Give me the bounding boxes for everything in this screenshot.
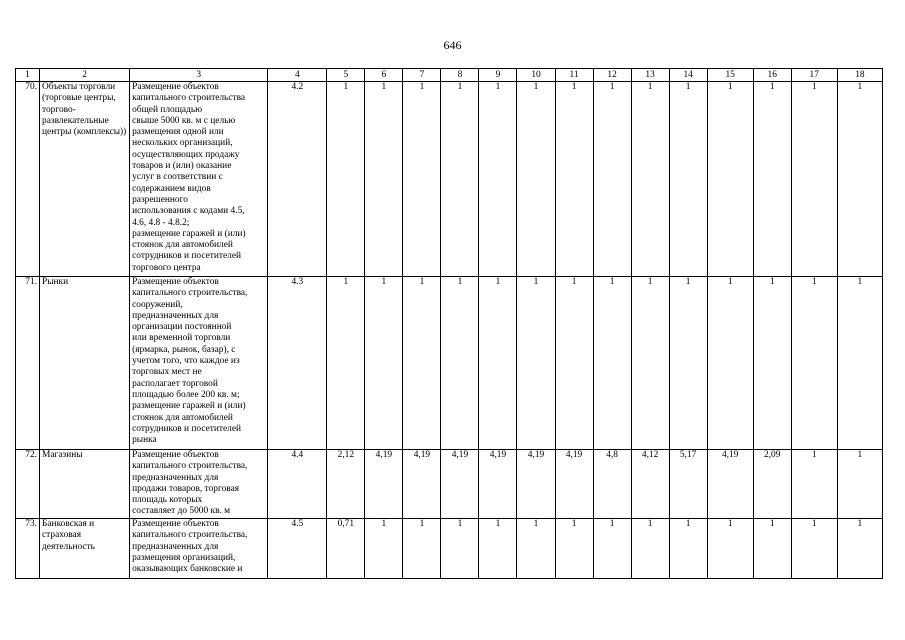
page-number: 646 — [443, 38, 462, 52]
coefficient-cell: 1 — [479, 519, 517, 579]
coefficient-cell: 1 — [837, 277, 882, 450]
coefficient-cell: 1 — [441, 519, 479, 579]
coefficient-cell: 1 — [631, 82, 669, 277]
coefficient-cell: 1 — [403, 519, 441, 579]
coefficient-cell: 1 — [441, 82, 479, 277]
coefficient-cell: 1 — [327, 82, 365, 277]
column-header: 1 — [16, 69, 40, 82]
object-description: Размещение объектов капитального строительства, сооружений, предназначенных для организации постоянной или временной торговли (ярмарка, рынок, базар), с учетом того, что каждое из торговых мест не располагает торговой площадью более 200 кв. м; размещение гаражей и (или) стоянок для автомобилей сотрудников и посетителей рынка — [130, 277, 268, 450]
coefficient-cell: 1 — [593, 82, 631, 277]
column-header: 6 — [365, 69, 403, 82]
coefficient-cell: 4,19 — [555, 450, 593, 519]
coefficient-cell: 1 — [753, 82, 791, 277]
coefficient-cell: 1 — [593, 519, 631, 579]
header-row — [16, 69, 883, 82]
column-header: 16 — [753, 69, 791, 82]
column-header: 15 — [707, 69, 753, 82]
land-use-table — [15, 68, 883, 579]
coefficient-cell: 1 — [593, 277, 631, 450]
row-number: 72. — [16, 450, 40, 519]
coefficient-cell: 1 — [479, 82, 517, 277]
coefficient-cell: 1 — [707, 82, 753, 277]
coefficient-cell: 4,8 — [593, 450, 631, 519]
column-header: 12 — [593, 69, 631, 82]
object-description: Размещение объектов капитального строительства общей площадью свыше 5000 кв. м с целью размещения одной или нескольких организаций, осуществляющих продажу товаров и (или) оказание услуг в соответствии с содержанием видов разрешенного использования с кодами 4.5, 4.6, 4.8 - 4.8.2; размещение гаражей и (или) стоянок для автомобилей сотрудников и посетителей торгового центра — [130, 82, 268, 277]
column-header: 10 — [517, 69, 555, 82]
coefficient-cell: 1 — [365, 82, 403, 277]
coefficient-cell: 1 — [791, 82, 837, 277]
table-row — [16, 82, 883, 277]
object-name: Банковская и страховая деятельность — [40, 519, 130, 579]
coefficient-cell: 1 — [631, 519, 669, 579]
coefficient-cell: 1 — [555, 519, 593, 579]
row-number: 73. — [16, 519, 40, 579]
coefficient-cell: 1 — [327, 277, 365, 450]
column-header: 14 — [669, 69, 707, 82]
column-header: 4 — [268, 69, 327, 82]
coefficient-cell: 4,19 — [365, 450, 403, 519]
column-header: 17 — [791, 69, 837, 82]
coefficient-cell: 1 — [441, 277, 479, 450]
coefficient-cell: 1 — [791, 277, 837, 450]
coefficient-cell: 1 — [517, 82, 555, 277]
coefficient-cell: 2,12 — [327, 450, 365, 519]
coefficient-cell: 1 — [707, 519, 753, 579]
coefficient-cell: 1 — [669, 277, 707, 450]
object-name: Магазины — [40, 450, 130, 519]
coefficient-cell: 1 — [669, 82, 707, 277]
coefficient-cell: 4,19 — [707, 450, 753, 519]
coefficient-cell: 2,09 — [753, 450, 791, 519]
column-header: 2 — [40, 69, 130, 82]
coefficient-cell: 1 — [791, 519, 837, 579]
coefficient-cell: 1 — [837, 82, 882, 277]
use-code: 4.2 — [268, 82, 327, 277]
column-header: 11 — [555, 69, 593, 82]
coefficient-cell: 1 — [479, 277, 517, 450]
object-description: Размещение объектов капитального строительства, предназначенных для продажи товаров, торговая площадь которых составляет до 5000 кв. м — [130, 450, 268, 519]
row-number: 71. — [16, 277, 40, 450]
coefficient-cell: 1 — [753, 277, 791, 450]
use-code: 4.4 — [268, 450, 327, 519]
use-code: 4.5 — [268, 519, 327, 579]
coefficient-cell: 1 — [791, 450, 837, 519]
row-number: 70. — [16, 82, 40, 277]
coefficient-cell: 1 — [365, 277, 403, 450]
coefficient-cell: 5,17 — [669, 450, 707, 519]
table-row — [16, 450, 883, 519]
column-header: 5 — [327, 69, 365, 82]
object-name: Рынки — [40, 277, 130, 450]
coefficient-cell: 1 — [555, 82, 593, 277]
coefficient-cell: 1 — [707, 277, 753, 450]
coefficient-cell: 1 — [631, 277, 669, 450]
coefficient-cell: 1 — [837, 519, 882, 579]
coefficient-cell: 4,19 — [403, 450, 441, 519]
table-row — [16, 519, 883, 579]
coefficient-cell: 0,71 — [327, 519, 365, 579]
column-header: 18 — [837, 69, 882, 82]
coefficient-cell: 1 — [753, 519, 791, 579]
column-header: 13 — [631, 69, 669, 82]
coefficient-cell: 1 — [517, 519, 555, 579]
coefficient-cell: 1 — [669, 519, 707, 579]
coefficient-cell: 1 — [555, 277, 593, 450]
coefficient-cell: 1 — [365, 519, 403, 579]
coefficient-cell: 1 — [517, 277, 555, 450]
use-code: 4.3 — [268, 277, 327, 450]
column-header: 8 — [441, 69, 479, 82]
coefficient-cell: 1 — [403, 277, 441, 450]
coefficient-cell: 4,19 — [517, 450, 555, 519]
object-description: Размещение объектов капитального строительства, предназначенных для размещения организаций, оказывающих банковские и — [130, 519, 268, 579]
column-header: 3 — [130, 69, 268, 82]
column-header: 9 — [479, 69, 517, 82]
table-row — [16, 277, 883, 450]
coefficient-cell: 1 — [837, 450, 882, 519]
object-name: Объекты торговли (торговые центры, торгово-развлекательные центры (комплексы)) — [40, 82, 130, 277]
column-header: 7 — [403, 69, 441, 82]
coefficient-cell: 1 — [403, 82, 441, 277]
coefficient-cell: 4,19 — [479, 450, 517, 519]
coefficient-cell: 4,12 — [631, 450, 669, 519]
coefficient-cell: 4,19 — [441, 450, 479, 519]
